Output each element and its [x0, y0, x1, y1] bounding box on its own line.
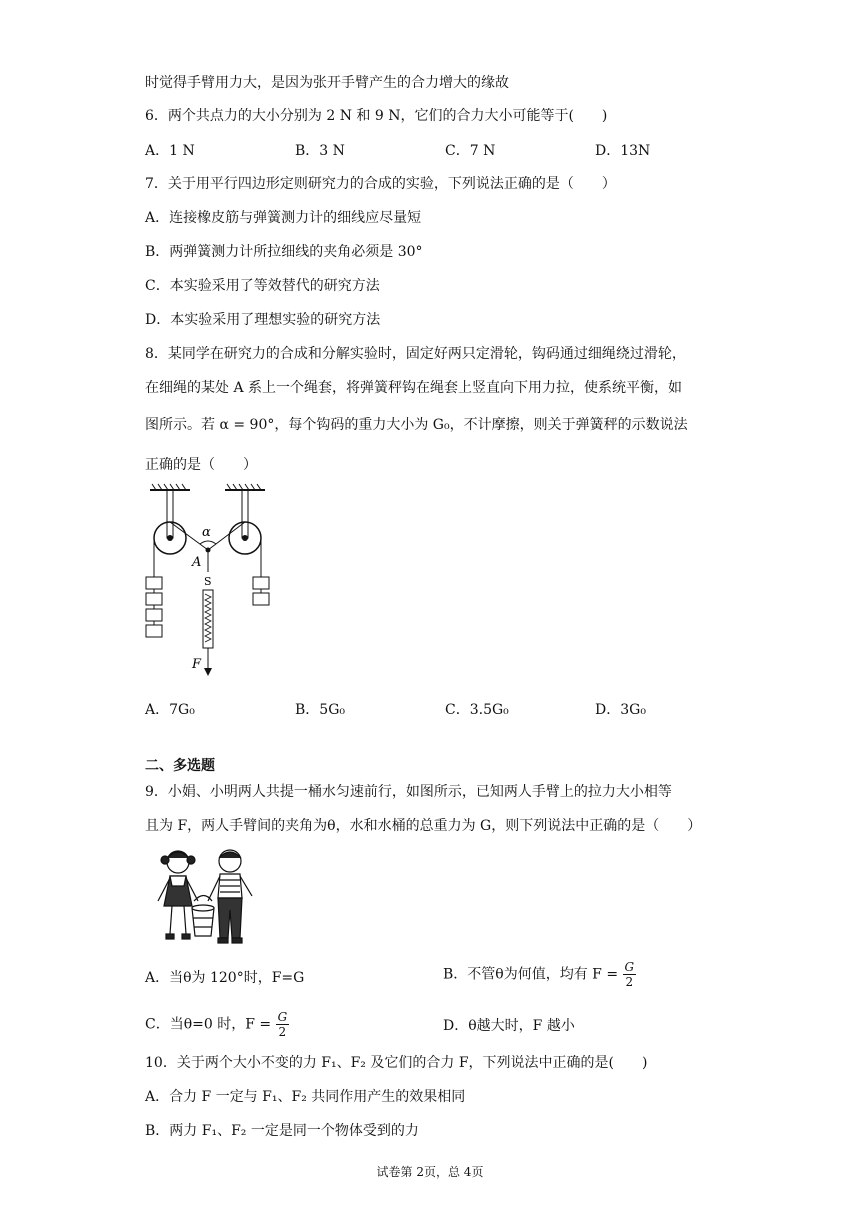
left-pulley-bracket [167, 490, 173, 538]
q8-option-a: A．7G₀ [145, 702, 195, 718]
q6-option-c: C．7 N [445, 143, 496, 159]
q6-option-a: A．1 N [145, 143, 195, 159]
force-label: F [192, 657, 202, 672]
q6-stem: 6．两个共点力的大小分别为 2 N 和 9 N，它们的合力大小可能等于( ) [145, 108, 608, 124]
q7-option-b: B．两弹簧测力计所拉细线的夹角必须是 30° [145, 244, 423, 260]
q9-option-b-text: B．不管θ为何值，均有 F = [443, 966, 619, 983]
children-bucket-illustration [148, 846, 260, 948]
q9-option-c-fraction: $\frac{G}{2}$ [277, 1010, 288, 1039]
q8-stem-line-2: 在细绳的某处 A 系上一个绳套，将弹簧秤钩在绳套上竖直向下用力拉，使系统平衡，如 [145, 380, 683, 396]
q6-option-b: B．3 N [295, 143, 345, 159]
q8-stem-line-4: 正确的是（ ） [145, 457, 257, 473]
q6-option-d: D．13N [595, 143, 651, 159]
q8-option-d: D．3G₀ [595, 702, 646, 718]
left-weights [146, 577, 162, 637]
q10-option-b: B．两力 F₁、F₂ 一定是同一个物体受到的力 [145, 1123, 419, 1139]
q9-option-c-text: C．当θ=0 时，F = [145, 1016, 272, 1033]
pulley-figure [140, 482, 280, 682]
q9-option-c [145, 1010, 289, 1039]
boy-figure [208, 850, 252, 943]
page-footer: 试卷第 2页，总 4页 [376, 1165, 484, 1179]
q10-stem: 10．关于两个大小不变的力 F₁、F₂ 及它们的合力 F，下列说法中正确的是( ) [145, 1055, 648, 1071]
q8-stem-line-1: 8．某同学在研究力的合成和分解实验时，固定好两只定滑轮，钩码通过细绳绕过滑轮， [145, 346, 686, 362]
q9-stem-line-1: 9．小娟、小明两人共提一桶水匀速前行，如图所示，已知两人手臂上的拉力大小相等 [145, 784, 672, 800]
point-a-label: A [192, 555, 202, 570]
girl-figure [158, 851, 198, 939]
q9-option-b [443, 960, 636, 989]
q9-option-b-fraction: $\frac{G}{2}$ [624, 960, 635, 989]
continued-text: 时觉得手臂用力大，是因为张开手臂产生的合力增大的缘故 [145, 75, 509, 91]
q10-option-a: A．合力 F 一定与 F₁、F₂ 共同作用产生的效果相同 [145, 1089, 466, 1105]
q7-option-d: D．本实验采用了理想实验的研究方法 [145, 312, 381, 328]
bucket [192, 896, 214, 937]
hook-label: S [204, 575, 212, 588]
left-ceiling [150, 484, 190, 490]
q8-stem-line-3: 图所示。若 α = 90°，每个钩码的重力大小为 G₀，不计摩擦，则关于弹簧秤的示数说法 [145, 417, 688, 433]
q7-option-a: A．连接橡皮筋与弹簧测力计的细线应尽量短 [145, 210, 422, 226]
q7-stem: 7．关于用平行四边形定则研究力的合成的实验，下列说法正确的是（ ） [145, 176, 616, 192]
section-heading-multi-choice: 二、多选题 [145, 758, 215, 774]
right-ceiling [225, 484, 265, 490]
q7-option-c: C．本实验采用了等效替代的研究方法 [145, 278, 380, 294]
force-arrow [204, 668, 212, 676]
q8-option-b: B．5G₀ [295, 702, 345, 718]
right-pulley-bracket [242, 490, 248, 538]
alpha-label: α [202, 525, 211, 540]
q9-stem-line-2: 且为 F，两人手臂间的夹角为θ，水和水桶的总重力为 G，则下列说法中正确的是（ ） [145, 818, 702, 834]
q9-option-a: A．当θ为 120°时，F=G [145, 970, 305, 986]
q8-option-c: C．3.5G₀ [445, 702, 509, 718]
right-weights [253, 577, 269, 605]
knot-a [206, 548, 211, 553]
q9-option-d: D．θ越大时，F 越小 [443, 1018, 575, 1034]
